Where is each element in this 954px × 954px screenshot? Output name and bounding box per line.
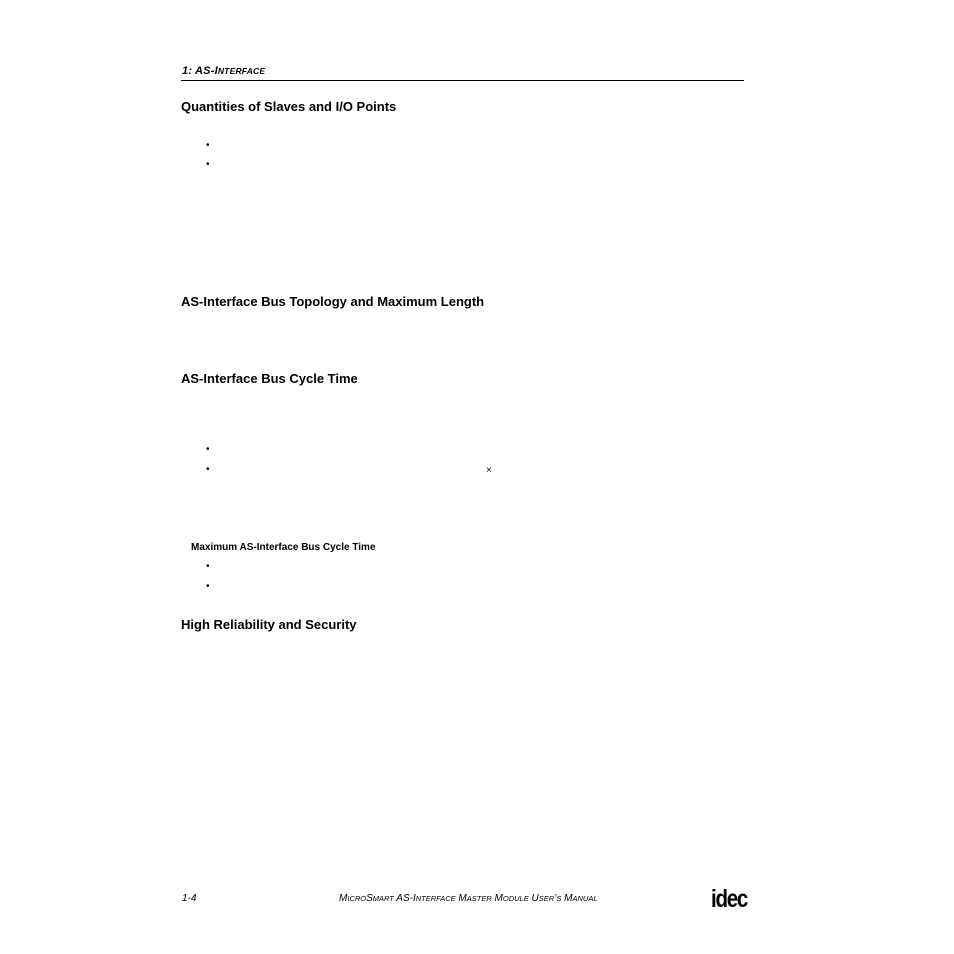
idec-logo: idec	[711, 885, 748, 913]
heading-cycle-time: AS-Interface Bus Cycle Time	[181, 371, 358, 386]
heading-reliability: High Reliability and Security	[181, 617, 357, 632]
bullet-max-cycle-1: •	[206, 561, 210, 572]
subheading-max-cycle-time: Maximum AS-Interface Bus Cycle Time	[191, 542, 376, 553]
header-rule	[181, 80, 744, 81]
page-number: 1-4	[182, 893, 197, 904]
bullet-cycle-1: •	[206, 444, 210, 455]
chapter-prefix: 1: AS-I	[182, 65, 218, 77]
bullet-cycle-2: •	[206, 464, 210, 475]
running-header	[182, 65, 265, 77]
bullet-quantities-1: •	[206, 140, 210, 151]
multiplication-sign: ×	[486, 465, 492, 476]
chapter-rest: NTERFACE	[217, 66, 266, 76]
heading-topology: AS-Interface Bus Topology and Maximum Length	[181, 294, 485, 309]
bullet-quantities-2: •	[206, 159, 210, 170]
footer-manual-title: MICROSMART AS-INTERFACE MASTER MODULE USER’S MANUAL	[339, 893, 598, 904]
heading-quantities: Quantities of Slaves and I/O Points	[181, 99, 397, 114]
bullet-max-cycle-2: •	[206, 581, 210, 592]
